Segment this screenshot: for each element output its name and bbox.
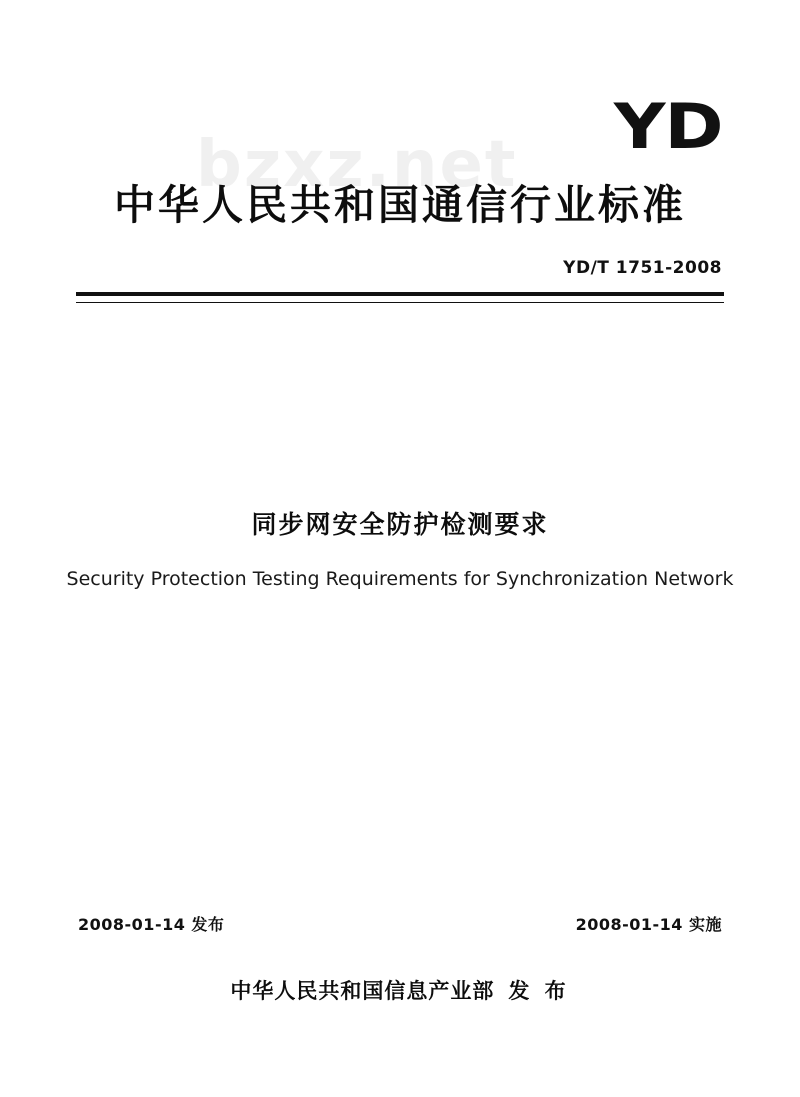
page-title: 中华人民共和国通信行业标准 [114, 181, 686, 229]
effective-date: 2008-01-14 实施 [575, 915, 722, 934]
divider-thin [76, 302, 724, 303]
document-title-english: Security Protection Testing Requirements for Synchronization Network [66, 568, 734, 590]
standard-number: YD/T 1751-2008 [563, 258, 722, 278]
yd-logo: YD [613, 90, 722, 163]
issuer-verb: 发 布 [508, 979, 570, 1003]
issuer [0, 975, 800, 1005]
watermark-text: bzxz.net [196, 128, 518, 202]
issue-date: 2008-01-14 发布 [78, 915, 225, 934]
divider-thick [76, 292, 724, 296]
issuer-name: 中华人民共和国信息产业部 [230, 979, 495, 1003]
document-title-chinese: 同步网安全防护检测要求 [251, 510, 549, 539]
